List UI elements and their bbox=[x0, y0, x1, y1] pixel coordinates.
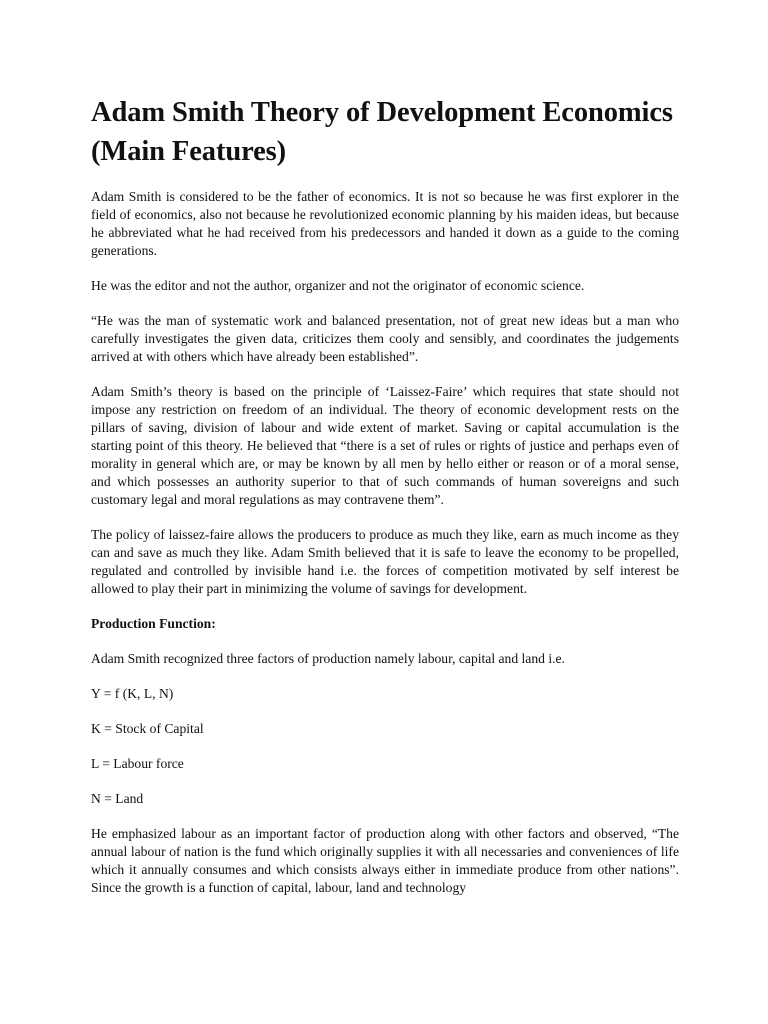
definition-land: N = Land bbox=[91, 791, 144, 806]
paragraph-laissez-faire: Adam Smith’s theory is based on the principle of ‘Laissez-Faire’ which requires that state should not impose any restriction on freedom of an individual. The theory of economic development rests on the pillars of saving, division of labour and wide extent of market. Saving or capital accumulation is the starting point of this theory. He believed that “there is a set of rules or rights of justice and perhaps even of morality in general which are, or may be known by all men by hello either or reason or of a moral sense, and which possesses an authority superior to that of such commands of human sovereigns and such customary legal and moral regulations as may contravene them”. bbox=[91, 384, 679, 507]
document-page bbox=[91, 93, 679, 914]
paragraph-labour-emphasis: He emphasized labour as an important factor of production along with other factors and observed, “The annual labour of nation is the fund which originally supplies it with all necessaries and conveniences of life which it annually consumes and which consists always either in immediate produce from other nations”. Since the growth is a function of capital, labour, land and technology bbox=[91, 826, 679, 895]
definition-capital: K = Stock of Capital bbox=[91, 721, 204, 736]
document-title: Adam Smith Theory of Development Economics (Main Features) bbox=[91, 97, 673, 167]
definition-labour: L = Labour force bbox=[91, 756, 184, 771]
paragraph-intro: Adam Smith is considered to be the father of economics. It is not so because he was first explorer in the field of economics, also not because he revolutionized economic planning by his maiden ideas, but because he abbreviated what he had received from his predecessors and handed it down as a guide to the coming generations. bbox=[91, 189, 679, 258]
paragraph-policy: The policy of laissez-faire allows the producers to produce as much they like, earn as much income as they can and save as much they like. Adam Smith believed that it is safe to leave the economy to be propelled, regulated and controlled by invisible hand i.e. the forces of competition motivated by self interest be allowed to play their part in minimizing the volume of savings for development. bbox=[91, 527, 679, 596]
paragraph-quote: “He was the man of systematic work and balanced presentation, not of great new ideas but a man who carefully investigates the given data, criticizes them cooly and sensibly, and coordinates the judgements arrived at with others which have already been established”. bbox=[91, 313, 679, 364]
paragraph-factors: Adam Smith recognized three factors of production namely labour, capital and land i.e. bbox=[91, 651, 565, 666]
paragraph-editor: He was the editor and not the author, organizer and not the originator of economic science. bbox=[91, 278, 585, 293]
formula-production: Y = f (K, L, N) bbox=[91, 686, 174, 701]
section-heading: Production Function: bbox=[91, 616, 216, 631]
